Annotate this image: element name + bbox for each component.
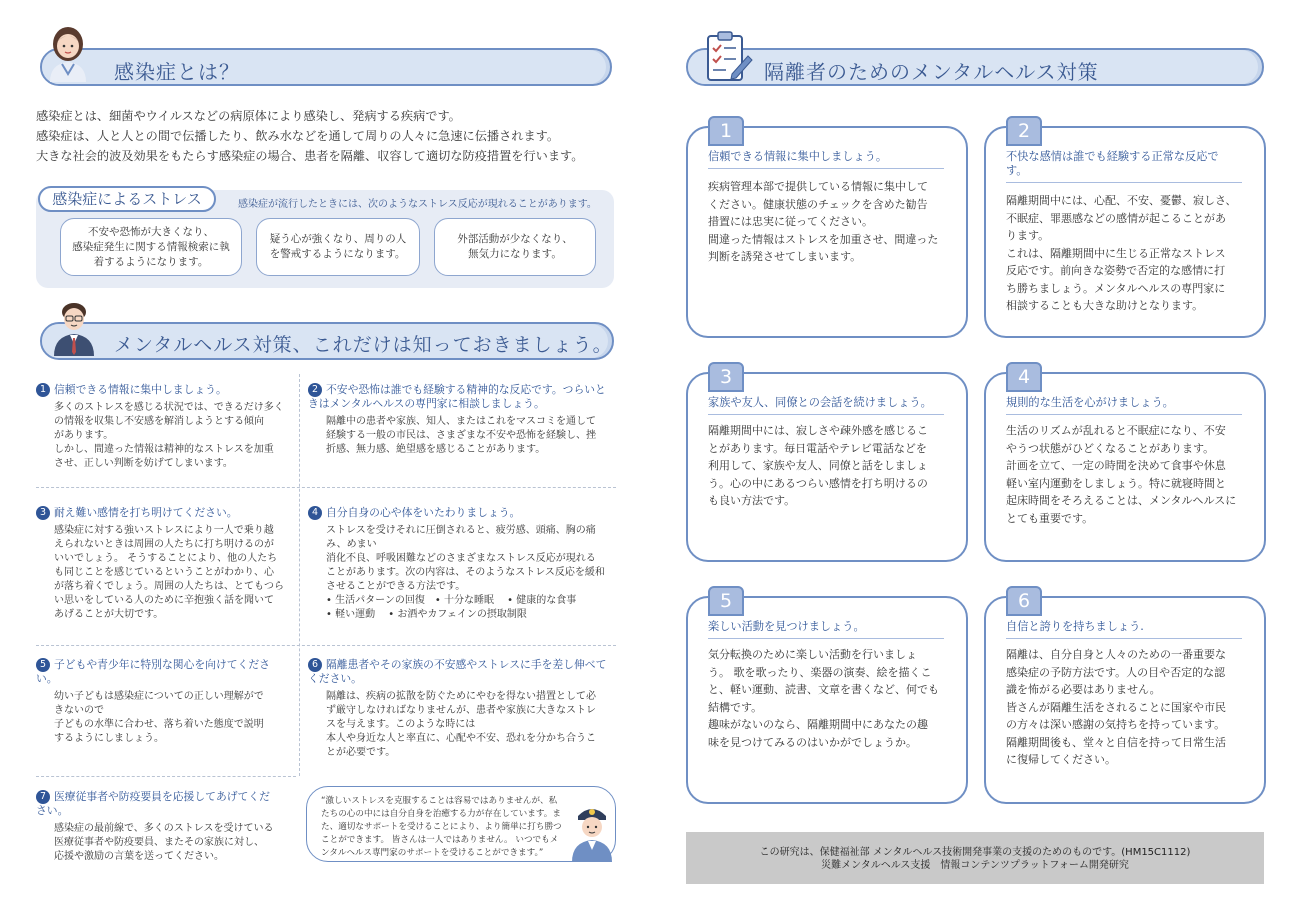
checklist-pen-icon [704,28,754,84]
card-title: 楽しい活動を見つけましょう。 [708,620,944,639]
footer-line: 災難メンタルヘルス支援 情報コンテンツプラットフォーム開発研究 [821,860,1129,871]
quote-text: “激しいストレスを克服することは容易ではありませんが、私たちの心の中には自分自身を治癒する力が存在しています。また、適切なサポートを受けることにより、より簡単に打ち勝つことができます。 皆さんは一人ではありません。 いつでもメンタルヘルス専門家のサポートを受けることができます。” [321,796,562,858]
stress-card-text: 疑う心が強くなり、周りの人 を警戒するようになります。 [269,233,407,260]
tip-body: 感染症の最前線で、多くのストレスを受けている 医療従事者や防疫要員、またその家族に対し、 応援や激励の言葉を送ってください。 [54,823,274,862]
stress-card [256,218,420,276]
card-number: 3 [708,362,744,392]
card-title: 信頼できる情報に集中しましょう。 [708,150,944,169]
section-banner-isolation [686,48,1264,86]
tip-title: 自分自身の心や体をいたわりましょう。 [326,506,521,519]
tip-body: 隔離は、疾病の拡散を防ぐためにやむを得ない措置として必 ず厳守しなければなりませんが、患者や家族に大きなストレ スを与えます。このような時には 本人や身近な人と率直に、心配や不安、恐れを分かち合うこ とが必要です。 [326,691,596,758]
right-page [650,0,1300,918]
tip-title: 子どもや青少年に特別な関心を向けてくださ い。 [36,658,270,685]
tip-number: 5 [36,658,50,672]
tip-body: 感染症に対する強いストレスにより一人で乗り越 えられないときは周囲の人たちに打ち明けるのが いいでしょう。 そうすることにより、他の人たち も同じことを感じているということがわかり、心 が落ち着くでしょう。周囲の人たちは、とてもつら い思いをしている人のために辛抱強く話を聞いて あげることが大切です。 [54,525,284,620]
stress-card [434,218,596,276]
advice-card-1 [686,120,968,338]
tip-number: 1 [36,383,50,397]
card-number: 1 [708,116,744,146]
card-text: 隔離期間中には、心配、不安、憂鬱、寂しさ、 不眠症、罪悪感などの感情が起こることがあ ります。 これは、隔離期間中に生じる正常なストレス 反応です。前向きな姿勢で否定的な感情に打 ち勝ちましょう。メンタルヘルスの専門家に 相談することも大きな助けとなります。 [1006,194,1237,312]
funding-footer [686,832,1264,884]
tip-7 [36,790,298,864]
tip-number: 3 [36,506,50,520]
stress-card [60,218,242,276]
card-title: 家族や友人、同僚との会話を続けましょう。 [708,396,944,415]
section-banner-mental-health [40,322,614,360]
card-title: 不快な感情は誰でも経験する正常な反応で す。 [1006,150,1242,183]
tip-number: 2 [308,383,322,397]
advice-card-6 [984,590,1266,804]
stress-card-text: 外部活動が少なくなり、 無気力になります。 [457,233,573,260]
section-title: 隔離者のためのメンタルヘルス対策 [764,60,1099,84]
tip-number: 6 [308,658,322,672]
card-text: 気分転換のために楽しい活動を行いましょ う。 歌を歌ったり、楽器の演奏、絵を描くこ と、軽い運動、読書、文章を書くなど、何でも 結構です。 趣味がないのなら、隔離期間中にあなたの趣 味を見つけてみるのはいかがでしょうか。 [708,648,939,749]
card-title: 自信と誇りを持ちましょう. [1006,620,1242,639]
stress-label: 感染症によるストレス [38,186,216,212]
grid-divider [36,776,296,777]
tip-title: 信頼できる情報に集中しましょう。 [54,383,227,396]
tip-1 [36,383,292,471]
tip-title: 隔離患者やその家族の不安感やストレスに手を差し伸べて ください。 [308,658,607,685]
card-text: 疾病管理本部で提供している情報に集中して ください。健康状態のチェックを含めた勧告 措置には忠実に従ってください。 間違った情報はストレスを加重させ、間違った 判断を誘発させてしまいます。 [708,180,939,263]
section-title: 感染症とは？ [114,60,240,84]
footer-line: この研究は、保健福祉部 メンタルヘルス技術開発事業の支援のためのものです。(HM15C1112) [759,847,1191,858]
doctor-avatar-icon [50,298,98,356]
tip-2 [308,383,618,457]
section-title: メンタルヘルス対策、これだけは知っておきましょう。 [114,334,613,356]
card-text: 生活のリズムが乱れると不眠症になり、不安 やうつ状態がひどくなることがあります。 計画を立て、一定の時間を決めて食事や休息 軽い室内運動をしましょう。特に就寝時間と 起床時間をそろえることは、メンタルヘルスに とても重要です。 [1006,424,1237,525]
advice-card-2 [984,120,1266,338]
advice-card-4 [984,366,1266,562]
card-number: 5 [708,586,744,616]
tip-number: 7 [36,790,50,804]
nurse-avatar-icon [44,24,92,82]
tip-body: 多くのストレスを感じる状況では、できるだけ多く の情報を収集し不安感を解消しようとする傾向 があります。 しかし、間違った情報は精神的なストレスを加重 させ、正しい判断を妨げてしまいます。 [54,402,284,469]
tip-body: ストレスを受けそれに圧倒されると、疲労感、頭痛、胸の痛 み、めまい 消化不良、呼吸困難などのさまざまなストレス反応が現れる ことがあります。次の内容は、そのようなストレス反応を緩和 させることができる方法です。 • 生活パターンの回復 • 十分な睡眠 • 健康的な食事 • 軽い運動 • お酒やカフェインの摂取制限 [326,525,605,620]
grid-divider [36,645,616,646]
tip-3 [36,506,292,622]
intro-line: 大きな社会的波及効果をもたらす感染症の場合、患者を隔離、収容して適切な防疫措置を行います。 [36,149,584,163]
tip-number: 4 [308,506,322,520]
card-text: 隔離は、自分自身と人々のための一番重要な 感染症の予防方法です。人の目や否定的な認 識を怖がる必要はありません。 皆さんが隔離生活をされることに国家や市民 の方々は深い感謝の気持ちを持っています。 隔離期間後も、堂々と自信を持って日常生活 に復帰してください。 [1006,648,1226,766]
card-text: 隔離期間中には、寂しさや疎外感を感じるこ とがあります。毎日電話やテレビ電話などを 利用して、家族や友人、同僚と話をしましょ う。心の中にあるつらい感情を打ち明けるの も良い方法です。 [708,424,928,507]
tip-5 [36,658,296,746]
advice-card-3 [686,366,968,562]
tip-body: 隔離中の患者や家族、知人、またはこれをマスコミを通して 経験する一般の市民は、さまざまな不安や恐怖を経験し、挫 折感、無力感、絶望感を感じることがあります。 [326,416,596,455]
police-officer-icon [568,800,616,862]
intro-line: 感染症は、人と人との間で伝播したり、飲み水などを通して周りの人々に急速に伝播されます。 [36,129,560,143]
advice-card-5 [686,590,968,804]
card-number: 6 [1006,586,1042,616]
stress-card-text: 不安や恐怖が大きくなり、 感染症発生に関する情報検索に執 着するようになります。 [72,225,230,268]
grid-divider [299,374,300,776]
section-banner-infection [40,48,612,86]
card-number: 4 [1006,362,1042,392]
tip-4 [308,506,618,622]
stress-note: 感染症が流行したときには、次のようなストレス反応が現れることがあります。 [238,199,597,210]
tip-body: 幼い子どもは感染症についての正しい理解がで きないので 子どもの水準に合わせ、落ち着いた態度で説明 するようにしましょう。 [54,691,264,744]
card-number: 2 [1006,116,1042,146]
intro-text [36,106,626,166]
intro-line: 感染症とは、細菌やウイルスなどの病原体により感染し、発病する疾病です。 [36,109,461,123]
tip-title: 医療従事者や防疫要員を応援してあげてくだ さい。 [36,790,270,817]
tip-title: 耐え難い感情を打ち明けてください。 [54,506,238,519]
tip-6 [308,658,618,760]
tip-title: 不安や恐怖は誰でも経験する精神的な反応です。つらいと きはメンタルヘルスの専門家に相談しましょう。 [308,383,606,410]
grid-divider [36,487,616,488]
card-title: 規則的な生活を心がけましょう。 [1006,396,1242,415]
